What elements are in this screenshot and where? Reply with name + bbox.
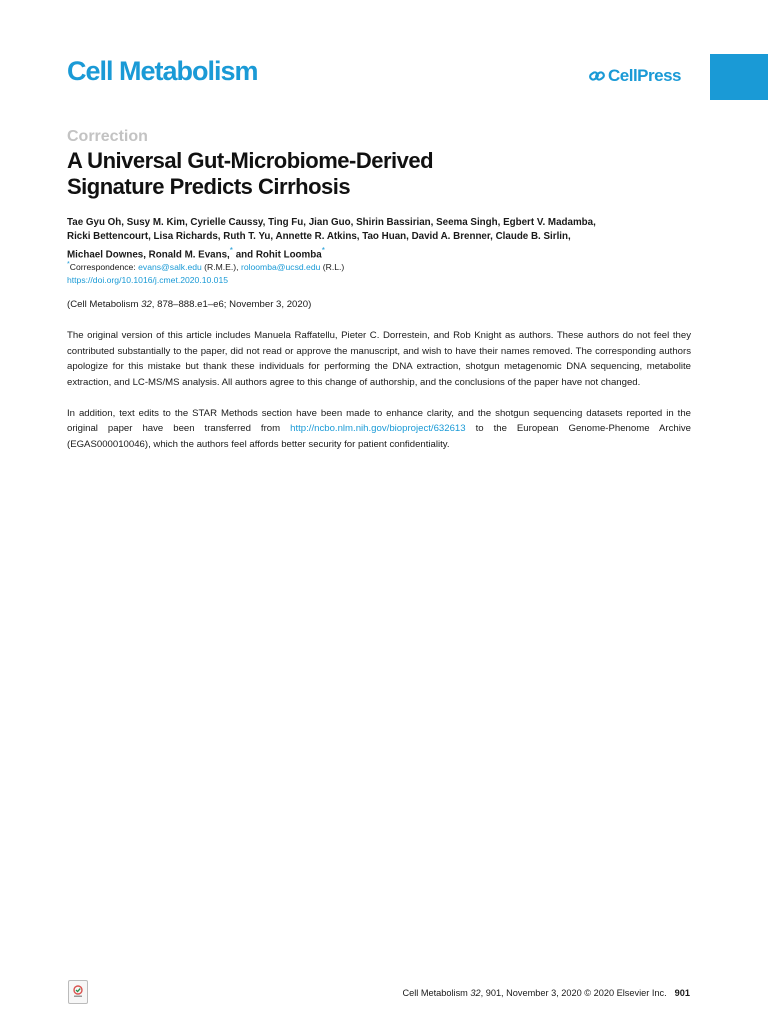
authors-line-1: Tae Gyu Oh, Susy M. Kim, Cyrielle Caussy, Ting Fu, Jian Guo, Shirin Bassirian, Seema Singh, Egbert V. Madamba,	[67, 217, 596, 228]
article-body	[67, 297, 691, 468]
paragraph-2-text-a: In addition, text edits to the STAR Methods section have been made to enhance clarity, and the shotgun sequencing datasets reported in the original paper have been transferred from	[67, 407, 691, 434]
bioproject-link[interactable]: http://ncbo.nlm.nih.gov/bioproject/632613	[290, 423, 466, 434]
correspondence-label: Correspondence:	[69, 261, 139, 272]
blue-tab	[710, 54, 768, 100]
article-title	[67, 148, 667, 200]
email-note-loomba: (R.L.)	[320, 261, 345, 272]
corresponding-mark-evans[interactable]: *	[229, 246, 233, 255]
citation-text-a: (Cell Metabolism	[67, 299, 142, 310]
citation-line	[67, 297, 691, 313]
corresponding-mark-loomba[interactable]: *	[321, 246, 325, 255]
cellpress-logo	[589, 66, 681, 86]
author-list	[67, 216, 707, 262]
check-for-updates-badge[interactable]	[68, 980, 88, 1004]
cellpress-link-icon	[589, 69, 605, 83]
authors-line-3b: and Rohit Loomba	[232, 249, 322, 261]
email-link-loomba[interactable]: roloomba@ucsd.edu	[240, 261, 321, 272]
paragraph-2	[67, 406, 691, 453]
title-line-2: Signature Predicts Cirrhosis	[67, 174, 351, 199]
check-updates-icon	[72, 985, 84, 999]
page-number: 901	[674, 988, 690, 998]
section-label: Correction	[67, 128, 148, 145]
citation-volume: 32	[141, 299, 152, 310]
doi-link[interactable]: https://doi.org/10.1016/j.cmet.2020.10.015	[67, 274, 229, 285]
email-note-evans: (R.M.E.),	[201, 261, 241, 272]
paragraph-1: The original version of this article includes Manuela Raffatellu, Pieter C. Dorrestein, and Rob Knight as authors. These authors do not feel they contributed substantially to the paper, did not read or approve the manuscript, and wish to have their names removed. The corresponding authors apologize for this mistake but thank these individuals for performing the DNA extraction, shotgun metagenomic DNA sequencing, metabolite extraction, and LC-MS/MS analysis. All authors agree to this change of authorship, and the conclusions of the paper have not changed.	[67, 330, 691, 388]
authors-line-3a: Michael Downes, Ronald M. Evans,	[67, 249, 230, 261]
email-link-evans[interactable]: evans@salk.edu	[138, 261, 202, 272]
publisher-name: CellPress	[608, 66, 681, 85]
correspondence-block	[67, 258, 707, 287]
footer-text-b: , 901, November 3, 2020 © 2020 Elsevier Inc.	[480, 988, 667, 998]
title-line-1: A Universal Gut-Microbiome-Derived	[67, 148, 434, 173]
footer-text-a: Cell Metabolism	[402, 988, 471, 998]
paragraph-2-text-b: to the European Genome-Phenome Archive (EGAS000010046), which the authors feel affords better security for patient confidentiality.	[67, 423, 692, 450]
footer-volume: 32	[470, 988, 481, 998]
authors-line-2: Ricki Bettencourt, Lisa Richards, Ruth T. Yu, Annette R. Atkins, Tao Huan, David A. Brenner, Claude B. Sirlin,	[67, 231, 571, 242]
citation-text-b: , 878–888.e1–e6; November 3, 2020)	[151, 299, 312, 310]
journal-title: Cell Metabolism	[67, 56, 258, 86]
page-footer	[402, 988, 690, 998]
correspondence-mark: *	[67, 260, 70, 268]
